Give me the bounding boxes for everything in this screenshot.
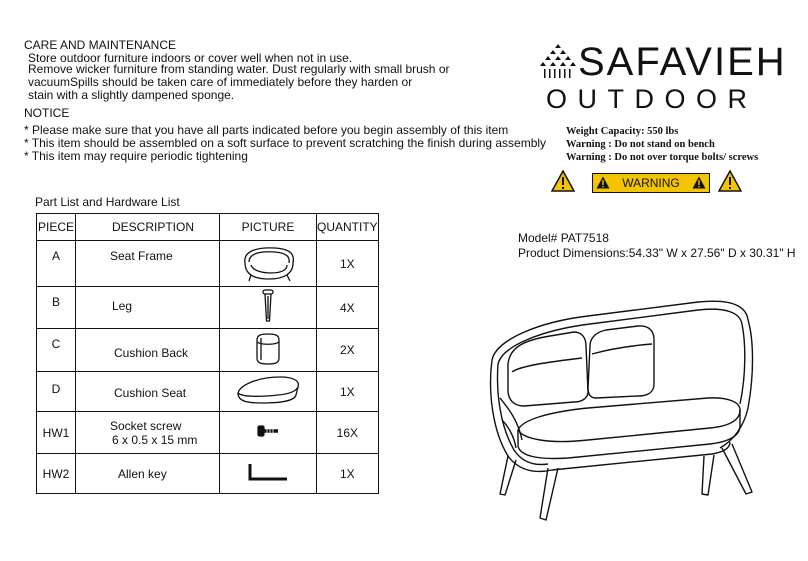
table-row: [37, 241, 379, 287]
leg-icon: [260, 288, 276, 324]
picture-cell: [220, 329, 317, 372]
table-row: [37, 454, 379, 494]
description-cell: [76, 412, 220, 454]
care-line: Store outdoor furniture indoors or cover well when not in use.: [28, 51, 353, 65]
warning-small-icon: [692, 176, 706, 189]
header-quantity: QUANTITY: [317, 214, 379, 241]
table-row: [37, 412, 379, 454]
brand-name: SAFAVIEH: [578, 40, 787, 84]
header-description: DESCRIPTION: [76, 214, 220, 241]
warning-line: Warning : Do not over torque bolts/ screws: [566, 152, 759, 163]
warning-triangle-icon: [718, 170, 742, 192]
description-line: 6 x 0.5 x 15 mm: [112, 432, 198, 447]
parts-list-title: Part List and Hardware List: [35, 195, 180, 209]
picture-cell: [220, 287, 317, 329]
allen-key-icon: [247, 462, 289, 482]
picture-cell: [220, 241, 317, 287]
notice-line: * This item may require periodic tightening: [24, 149, 248, 163]
notice-line: * This item should be assembled on a soft surface to prevent scratching the finish during assembly: [24, 136, 547, 150]
brand-sub: OUTDOOR: [546, 84, 758, 114]
quantity-cell: 1X: [317, 241, 379, 287]
safavieh-logo-icon: [540, 42, 576, 80]
description-cell: Seat Frame: [76, 241, 220, 287]
piece-cell: B: [37, 287, 76, 329]
quantity-cell: 1X: [317, 454, 379, 494]
parts-table: [36, 213, 379, 494]
notice-line: * Please make sure that you have all parts indicated before you begin assembly of this item: [24, 123, 509, 137]
picture-cell: [220, 372, 317, 412]
quantity-cell: 16X: [317, 412, 379, 454]
quantity-cell: 2X: [317, 329, 379, 372]
quantity-cell: 4X: [317, 287, 379, 329]
description-cell: Cushion Seat: [76, 372, 220, 412]
care-heading: CARE AND MAINTENANCE: [24, 38, 177, 52]
quantity-cell: 1X: [317, 372, 379, 412]
warning-small-icon: [596, 176, 610, 189]
table-row: [37, 329, 379, 372]
piece-cell: A: [37, 241, 76, 287]
header-piece: PIECE: [37, 214, 76, 241]
model-number: Model# PAT7518: [518, 231, 609, 245]
piece-cell: HW1: [37, 412, 76, 454]
socket-screw-icon: [256, 424, 280, 438]
warning-triangle-icon: [551, 170, 575, 192]
care-line: vacuumSpills should be taken care of immediately before they harden or: [28, 75, 413, 89]
warning-badge-label: WARNING: [622, 176, 680, 190]
loveseat-illustration: [478, 280, 778, 525]
weight-capacity: Weight Capacity: 550 lbs: [566, 126, 679, 137]
table-row: [37, 372, 379, 412]
cushion-seat-icon: [232, 373, 304, 407]
piece-cell: HW2: [37, 454, 76, 494]
description-cell: Allen key: [76, 454, 220, 494]
piece-cell: D: [37, 372, 76, 412]
table-row: [37, 287, 379, 329]
care-line: stain with a slightly dampened sponge.: [28, 88, 235, 102]
product-dimensions: Product Dimensions:54.33" W x 27.56" D x 30.31" H: [518, 246, 796, 260]
picture-cell: [220, 412, 317, 454]
description-cell: Cushion Back: [76, 329, 220, 372]
picture-cell: [220, 454, 317, 494]
table-header-row: [37, 214, 379, 241]
header-picture: PICTURE: [220, 214, 317, 241]
piece-cell: C: [37, 329, 76, 372]
seat-frame-icon: [235, 241, 301, 283]
care-line: Remove wicker furniture from standing water. Dust regularly with small brush or: [28, 62, 450, 76]
description-line: Socket screw: [110, 418, 182, 433]
cushion-back-icon: [253, 332, 283, 366]
warning-badge: [592, 173, 710, 193]
description-cell: Leg: [76, 287, 220, 329]
warning-line: Warning : Do not stand on bench: [566, 139, 715, 150]
notice-heading: NOTICE: [24, 106, 70, 120]
